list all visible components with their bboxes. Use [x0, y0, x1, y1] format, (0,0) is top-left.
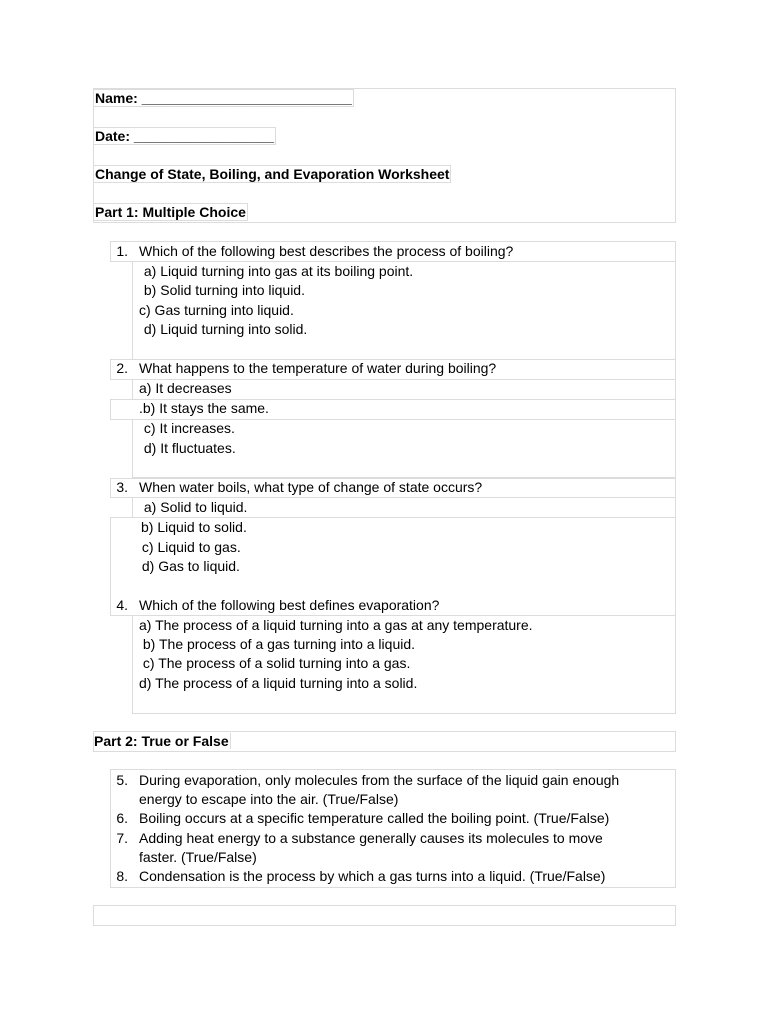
q2-option-a[interactable]: a) It decreases	[139, 380, 232, 396]
q1-option-a[interactable]: a) Liquid turning into gas at its boiling point.	[140, 263, 414, 279]
q2-number: 2.	[116, 360, 128, 376]
page-title: Change of State, Boiling, and Evaporation Worksheet	[95, 166, 450, 182]
item8-text: Condensation is the process by which a gas turns into a liquid. (True/False)	[139, 868, 606, 884]
q4-option-a[interactable]: a) The process of a liquid turning into a gas at any temperature.	[139, 617, 533, 633]
item6-text: Boiling occurs at a specific temperature called the boiling point. (True/False)	[139, 810, 610, 826]
q3-text: When water boils, what type of change of state occurs?	[139, 479, 483, 495]
item8-number: 8.	[116, 868, 128, 884]
q1-number: 1.	[116, 243, 128, 259]
q4-number: 4.	[116, 597, 128, 613]
empty-footer-box	[93, 905, 676, 926]
q1-option-b[interactable]: b) Solid turning into liquid.	[140, 282, 305, 298]
item7-text-line2: faster. (True/False)	[139, 849, 257, 865]
q1-option-c[interactable]: c) Gas turning into liquid.	[139, 302, 294, 318]
q4-option-b[interactable]: b) The process of a gas turning into a liquid.	[139, 636, 416, 652]
date-blank[interactable]: __________________	[133, 128, 275, 144]
q3-option-c[interactable]: c) Liquid to gas.	[138, 539, 241, 555]
q2-option-b[interactable]: .b) It stays the same.	[139, 400, 269, 416]
q2-option-c[interactable]: c) It increases.	[140, 420, 235, 436]
q2-text: What happens to the temperature of water during boiling?	[139, 360, 497, 376]
part1-title: Part 1: Multiple Choice	[95, 204, 246, 220]
item7-number: 7.	[116, 830, 128, 846]
q2-option-d[interactable]: d) It fluctuates.	[140, 440, 236, 456]
q1-text: Which of the following best describes the process of boiling?	[139, 243, 514, 259]
date-line	[93, 127, 276, 146]
part2-title: Part 2: True or False	[94, 733, 229, 749]
q1-option-d[interactable]: d) Liquid turning into solid.	[140, 321, 308, 337]
item6-number: 6.	[116, 810, 128, 826]
item5-number: 5.	[116, 772, 128, 788]
q3-option-b[interactable]: b) Liquid to solid.	[141, 519, 247, 535]
q3-number: 3.	[116, 479, 128, 495]
q4-option-d[interactable]: d) The process of a liquid turning into a solid.	[139, 675, 418, 691]
name-blank[interactable]: ___________________________	[141, 90, 352, 106]
q3-option-d[interactable]: d) Gas to liquid.	[138, 558, 240, 574]
item5-text-line2: energy to escape into the air. (True/False)	[139, 791, 399, 807]
name-line	[93, 89, 354, 108]
q4-text: Which of the following best defines evaporation?	[139, 597, 440, 613]
q4-option-c[interactable]: c) The process of a solid turning into a gas.	[139, 655, 411, 671]
name-label: Name:	[95, 90, 138, 106]
q3-option-a[interactable]: a) Solid to liquid.	[140, 499, 248, 515]
date-label: Date:	[95, 128, 131, 144]
item5-text-line1: During evaporation, only molecules from the surface of the liquid gain enough	[139, 772, 620, 788]
item7-text-line1: Adding heat energy to a substance generally causes its molecules to move	[139, 830, 603, 846]
